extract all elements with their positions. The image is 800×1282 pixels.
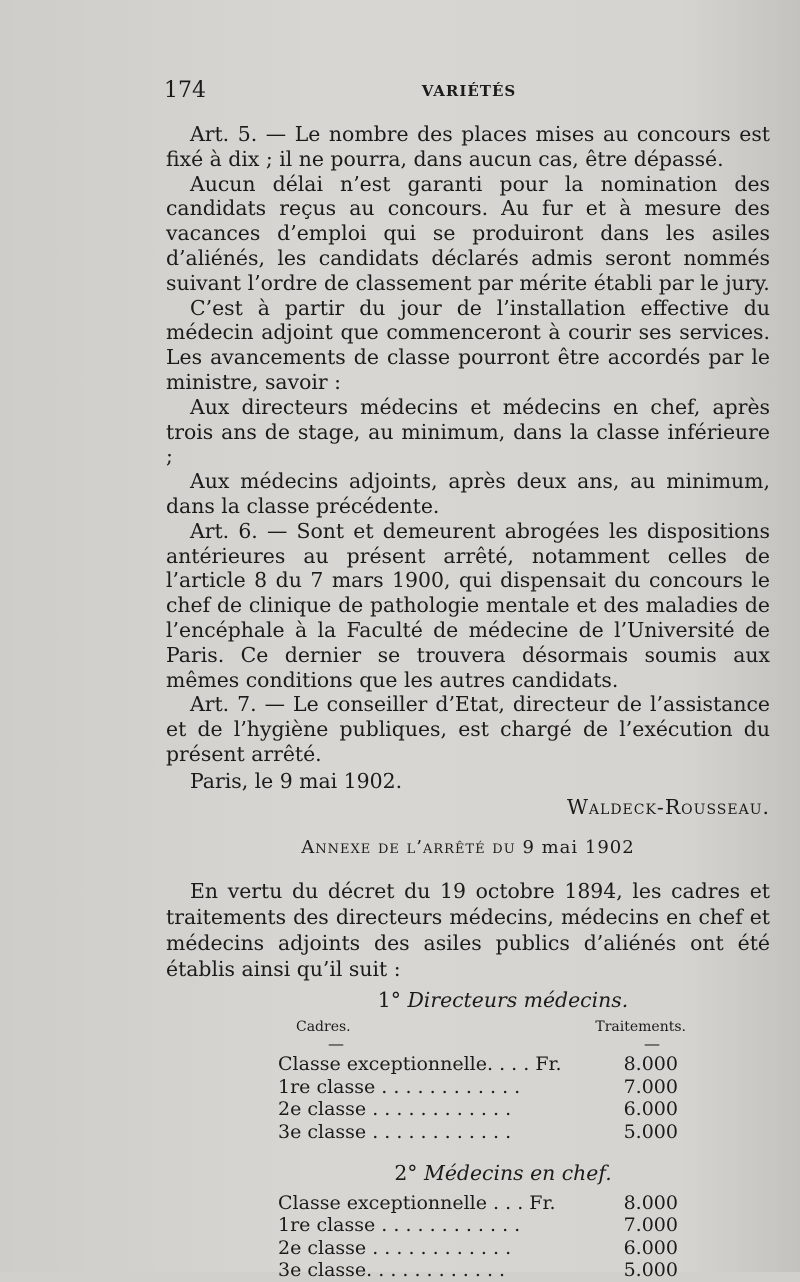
grade-table-medecins-en-chef <box>278 1192 678 1282</box>
paragraph-avancements: C’est à partir du jour de l’installation effective du médecin adjoint que commenceront à courir ses services. Les avancements de classe pourront être accordés par le ministre, savoir : <box>166 295 770 394</box>
table-row <box>278 1214 678 1237</box>
section-title-text: Directeurs médecins. <box>407 988 629 1013</box>
grade-amount: 6.000 <box>623 1098 678 1121</box>
signature: Waldeck-Rousseau. <box>566 794 770 819</box>
grade-amount: 8.000 <box>623 1053 678 1076</box>
running-head: VARIÉTÉS <box>421 82 517 100</box>
table-row <box>278 1053 678 1076</box>
section-title-directeurs <box>166 988 770 1013</box>
annex-title <box>166 836 770 861</box>
annex-title-date: 9 mai 1902 <box>522 836 635 858</box>
table-row <box>278 1259 678 1282</box>
paragraph-art6: Art. 6. — Sont et demeurent abrogées les dispositions antérieures au présent arrêté, notamment celles de l’article 8 du 7 mars 1900, qui dispensait du concours le chef de clinique de pathologie mentale et des maladies de l’encéphale à la Faculté de médecine de l’Université de Paris. Ce dernier se trouvera désormais soumis aux mêmes conditions que les autres candidats. <box>166 518 770 692</box>
section-number: 2° <box>394 1161 418 1186</box>
table-row <box>278 1192 678 1215</box>
closing-date: Paris, le 9 mai 1902. <box>190 768 403 793</box>
grade-amount: 5.000 <box>623 1120 678 1143</box>
dash-traitements: — <box>644 1034 660 1054</box>
grade-amount: 7.000 <box>623 1214 678 1237</box>
annex-title-prefix: Annexe de l’arrêté du <box>301 836 516 858</box>
column-dashes <box>166 1034 770 1054</box>
grade-label: Classe exceptionnelle. . . . Fr. <box>278 1053 562 1076</box>
grade-label: 1re classe . . . . . . . . . . . . <box>278 1214 521 1237</box>
grade-amount: 7.000 <box>623 1075 678 1098</box>
table-row <box>278 1121 678 1144</box>
paragraph-art7: Art. 7. — Le conseiller d’Etat, directeur de l’assistance et de l’hygiène publiques, est chargé de l’exécution du présent arrêté. <box>166 692 770 766</box>
grade-table-directeurs <box>278 1053 678 1143</box>
section-title-text: Médecins en chef. <box>423 1161 612 1186</box>
closing <box>166 769 770 820</box>
section-title-medecins-en-chef <box>166 1161 770 1186</box>
col-cadres: Cadres. <box>296 1019 351 1036</box>
table-row <box>278 1098 678 1121</box>
paragraph-directeurs: Aux directeurs médecins et médecins en chef, après trois ans de stage, au minimum, dans la classe inférieure ; <box>166 394 770 469</box>
paragraph-adjoints: Aux médecins adjoints, après deux ans, au minimum, dans la classe précédente. <box>166 469 770 518</box>
section-number: 1° <box>377 988 401 1013</box>
paragraph-art5: Art. 5. — Le nombre des places mises au concours est fixé à dix ; il ne pourra, dans aucun cas, être dépassé. <box>166 122 770 171</box>
page-body <box>166 122 770 1282</box>
grade-amount: 8.000 <box>623 1191 678 1214</box>
grade-label: 3e classe . . . . . . . . . . . . <box>278 1120 512 1143</box>
col-traitements: Traitements. <box>595 1019 686 1036</box>
annex-intro: En vertu du décret du 19 octobre 1894, les cadres et traitements des directeurs médecins, médecins en chef et médecins adjoints des asiles publics d’aliénés ont été établis ainsi qu’il suit : <box>166 879 770 982</box>
grade-label: Classe exceptionnelle . . . Fr. <box>278 1191 556 1214</box>
table-row <box>278 1237 678 1260</box>
page-number: 174 <box>164 78 206 103</box>
paragraph-delai: Aucun délai n’est garanti pour la nomination des candidats reçus au concours. Au fur et à mesure des vacances d’emploi qui se produiront dans les asiles d’aliénés, les candidats déclarés admis seront nommés suivant l’ordre de classement par mérite établi par le jury. <box>166 171 770 295</box>
dash-cadres: — <box>328 1034 344 1054</box>
page-header <box>164 78 774 108</box>
table-row <box>278 1076 678 1099</box>
grade-label: 2e classe . . . . . . . . . . . . <box>278 1098 512 1121</box>
grade-label: 1re classe . . . . . . . . . . . . <box>278 1075 521 1098</box>
column-headers <box>166 1017 770 1037</box>
grade-amount: 6.000 <box>623 1236 678 1259</box>
grade-amount: 5.000 <box>623 1259 678 1282</box>
grade-label: 3e classe. . . . . . . . . . . . <box>278 1259 506 1282</box>
grade-label: 2e classe . . . . . . . . . . . . <box>278 1236 512 1259</box>
